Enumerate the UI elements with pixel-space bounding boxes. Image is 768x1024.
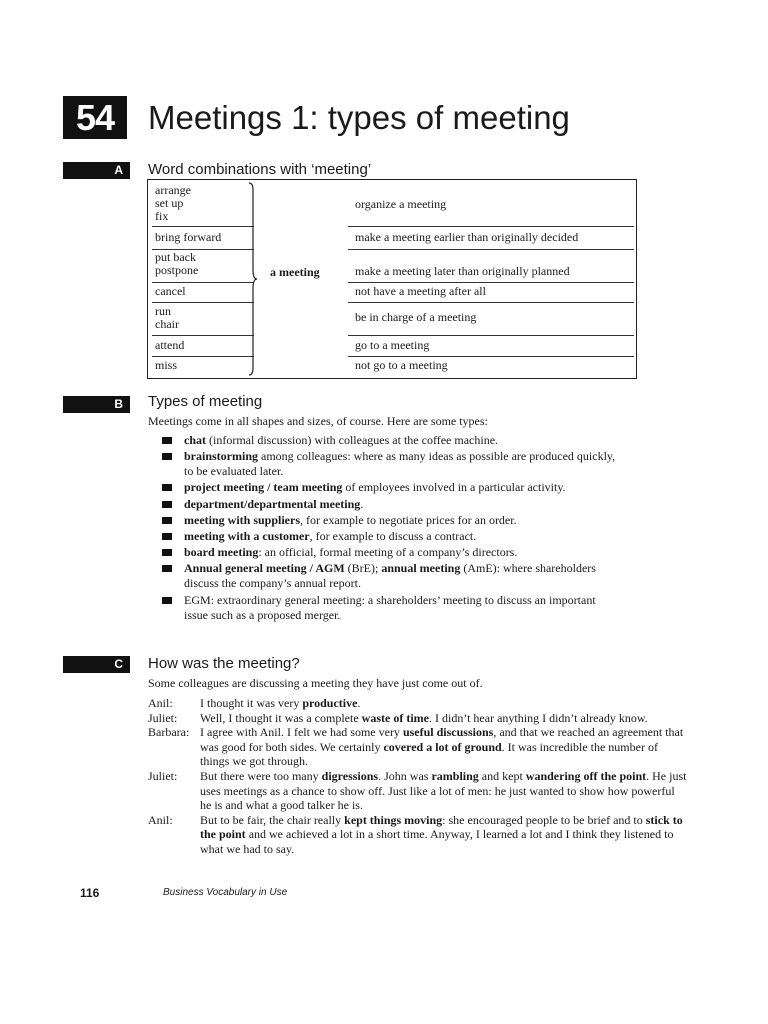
center-word: a meeting xyxy=(270,265,320,279)
list-item: brainstorming among colleagues: where as many ideas as possible are produced quickly, to be evaluated later. xyxy=(162,449,622,479)
speaker-name: Juliet: xyxy=(148,768,178,783)
list-item: Annual general meeting / AGM (BrE); annual meeting (AmE): where shareholders discuss the company’s annual report. xyxy=(162,561,622,591)
section-c-intro: Some colleagues are discussing a meeting they have just come out of. xyxy=(148,676,483,690)
divider xyxy=(152,335,254,336)
verb: put back xyxy=(155,250,196,264)
meaning-cell: make a meeting earlier than originally decided xyxy=(355,230,579,244)
meaning-cell: go to a meeting xyxy=(355,338,430,352)
dialogue xyxy=(148,696,688,857)
speaker-name: Juliet: xyxy=(148,710,178,725)
list-item: board meeting: an official, formal meeting of a company’s directors. xyxy=(162,545,622,560)
bullet-icon xyxy=(162,565,172,572)
word-combination-table xyxy=(147,179,637,379)
section-a-bar xyxy=(63,162,130,179)
section-c-letter: C xyxy=(114,657,123,671)
speaker-name: Anil: xyxy=(148,812,173,827)
verb: bring forward xyxy=(155,230,222,244)
divider xyxy=(348,226,634,227)
utterance: I agree with Anil. I felt we had some very useful discussions, and that we reached an agreement that was good for both sides. We certainly covered a lot of ground. It was incredible the number of things we got through. xyxy=(200,725,684,769)
dialogue-line xyxy=(148,711,688,726)
verb-cell xyxy=(155,231,221,244)
utterance: I thought it was very productive. xyxy=(200,696,361,710)
book-title: Business Vocabulary in Use xyxy=(163,887,288,898)
verb-cell xyxy=(155,184,191,223)
bullet-icon xyxy=(162,453,172,460)
verb: chair xyxy=(155,317,179,331)
verb: attend xyxy=(155,338,185,352)
bullet-icon xyxy=(162,517,172,524)
verb-cell xyxy=(155,359,177,372)
utterance: But to be fair, the chair really kept things moving: she encouraged people to be brief and to stick to the point and we achieved a lot in a short time. Anyway, I learned a lot and I think they listened to what we had to say. xyxy=(200,812,683,856)
bullet-icon xyxy=(162,533,172,540)
verb: cancel xyxy=(155,284,186,298)
verb: fix xyxy=(155,209,169,223)
section-a-letter: A xyxy=(114,163,123,177)
verb: miss xyxy=(155,358,178,372)
divider xyxy=(348,249,634,250)
page-number: 116 xyxy=(80,886,100,900)
list-item: project meeting / team meeting of employees involved in a particular activity. xyxy=(162,480,622,495)
divider xyxy=(152,302,254,303)
section-b-intro: Meetings come in all shapes and sizes, of course. Here are some types: xyxy=(148,414,488,428)
verb-cell xyxy=(155,305,179,331)
section-c-bar xyxy=(63,656,130,673)
dialogue-line xyxy=(148,813,688,857)
speaker-name: Barbara: xyxy=(148,725,190,740)
meeting-types-list xyxy=(162,433,622,624)
meaning-cell: not have a meeting after all xyxy=(355,284,486,298)
utterance: But there were too many digressions. John was rambling and kept wandering off the point. He just uses meetings as a chance to show off. Just like a lot of men: he just wanted to show how powerful he is and what a good talker he is. xyxy=(200,768,687,813)
dialogue-line xyxy=(148,696,688,711)
bullet-icon xyxy=(162,597,172,604)
right-brace-icon xyxy=(249,180,257,378)
divider xyxy=(152,282,254,283)
divider xyxy=(152,356,254,357)
bullet-icon xyxy=(162,437,172,444)
verb: run xyxy=(155,304,171,318)
divider xyxy=(348,335,634,336)
list-item: department/departmental meeting. xyxy=(162,497,622,512)
list-item: chat (informal discussion) with colleagues at the coffee machine. xyxy=(162,433,622,448)
verb-cell xyxy=(155,285,186,298)
section-b-letter: B xyxy=(114,397,123,411)
dialogue-line xyxy=(148,725,688,769)
divider xyxy=(348,302,634,303)
divider xyxy=(152,226,254,227)
section-c-heading: How was the meeting? xyxy=(148,655,300,672)
verb: postpone xyxy=(155,263,199,277)
section-b-heading: Types of meeting xyxy=(148,393,263,410)
meaning-cell: make a meeting later than originally planned xyxy=(355,264,570,278)
verb: arrange xyxy=(155,183,191,197)
divider xyxy=(348,356,634,357)
meaning-cell: organize a meeting xyxy=(355,197,447,211)
unit-number-badge: 54 xyxy=(63,96,127,139)
bullet-icon xyxy=(162,484,172,491)
dialogue-line xyxy=(148,769,688,813)
unit-title: Meetings 1: types of meeting xyxy=(148,99,570,136)
divider xyxy=(348,282,634,283)
section-a-heading: Word combinations with ‘meeting’ xyxy=(148,161,372,178)
list-item: meeting with a customer, for example to discuss a contract. xyxy=(162,529,622,544)
list-item: meeting with suppliers, for example to negotiate prices for an order. xyxy=(162,513,622,528)
utterance: Well, I thought it was a complete waste of time. I didn’t hear anything I didn’t already know. xyxy=(200,710,648,725)
verb-cell xyxy=(155,339,184,352)
verb: set up xyxy=(155,196,184,210)
verb-cell xyxy=(155,251,198,277)
meaning-cell: be in charge of a meeting xyxy=(355,310,477,324)
bullet-icon xyxy=(162,501,172,508)
meaning-cell: not go to a meeting xyxy=(355,358,448,372)
speaker-name: Anil: xyxy=(148,696,173,710)
bullet-icon xyxy=(162,549,172,556)
list-item: EGM: extraordinary general meeting: a shareholders’ meeting to discuss an important issue such as a proposed merger. xyxy=(162,593,622,623)
section-b-bar xyxy=(63,396,130,413)
